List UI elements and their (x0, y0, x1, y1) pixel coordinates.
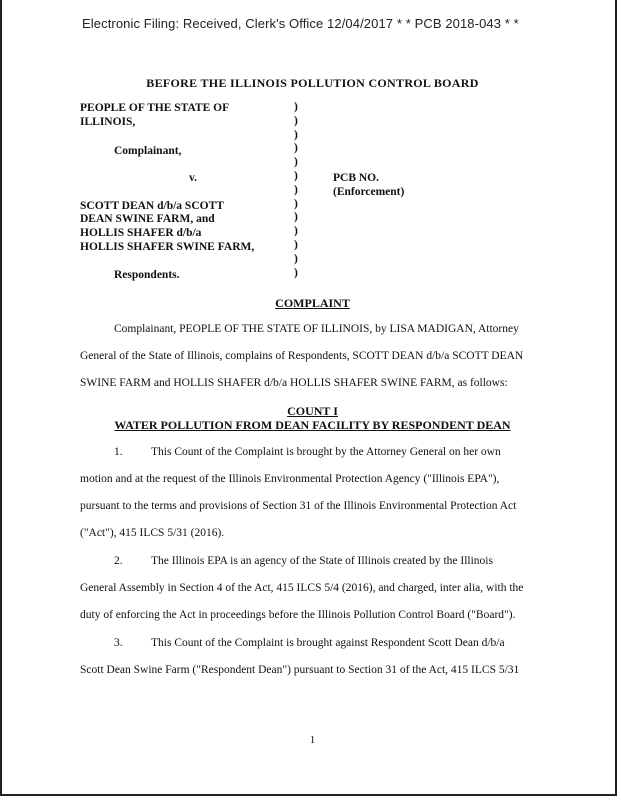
paren: ) (294, 128, 298, 141)
court-heading: BEFORE THE ILLINOIS POLLUTION CONTROL BOARD (146, 76, 479, 90)
respondent-name-line3: HOLLIS SHAFER d/b/a (80, 227, 202, 239)
versus: v. (189, 172, 197, 184)
para1-line-2: motion and at the request of the Illinois Environmental Protection Agency ("Illinois EPA"), (80, 473, 500, 485)
filing-stamp: Electronic Filing: Received, Clerk's Office 12/04/2017 * * PCB 2018-043 * * (82, 16, 519, 31)
respondent-name-line2: DEAN SWINE FARM, and (80, 213, 215, 225)
paren: ) (294, 169, 298, 182)
para1-line-4: ("Act"), 415 ILCS 5/31 (2016). (80, 527, 225, 539)
paren: ) (294, 238, 298, 251)
para3-number: 3. (114, 637, 123, 649)
complainant-role: Complainant, (114, 145, 182, 157)
para1-line-3: pursuant to the terms and provisions of Section 31 of the Illinois Environmental Protection Act (80, 500, 517, 512)
para1-number: 1. (114, 446, 123, 458)
paren: ) (294, 266, 298, 279)
paren: ) (294, 211, 298, 224)
respondent-role: Respondents. (114, 269, 180, 281)
respondent-name-line1: SCOTT DEAN d/b/a SCOTT (80, 200, 224, 212)
paren: ) (294, 156, 298, 169)
complainant-name-line1: PEOPLE OF THE STATE OF (80, 102, 230, 114)
paren: ) (294, 101, 298, 113)
pcb-number: PCB NO. (333, 172, 379, 184)
para2-line-2: General Assembly in Section 4 of the Act, 415 ILCS 5/4 (2016), and charged, inter alia, with the (80, 582, 524, 594)
para2-number: 2. (114, 555, 123, 567)
paren: ) (294, 225, 298, 238)
para2-line-1: The Illinois EPA is an agency of the State of Illinois created by the Illinois (151, 555, 493, 567)
count-subtitle: WATER POLLUTION FROM DEAN FACILITY BY RESPONDENT DEAN (114, 418, 511, 432)
para2-line-3: duty of enforcing the Act in proceedings before the Illinois Pollution Control Board ("Board"). (80, 609, 516, 621)
intro-line-2: General of the State of Illinois, complains of Respondents, SCOTT DEAN d/b/a SCOTT DEAN (80, 350, 524, 362)
para1-line-1: This Count of the Complaint is brought by the Attorney General on her own (151, 446, 501, 458)
page-number: 1 (309, 734, 316, 746)
enforcement-label: (Enforcement) (333, 186, 405, 198)
paren: ) (294, 252, 298, 265)
paren: ) (294, 114, 298, 127)
paren: ) (294, 197, 298, 210)
complaint-title: COMPLAINT (275, 296, 350, 310)
intro-line-1: Complainant, PEOPLE OF THE STATE OF ILLINOIS, by LISA MADIGAN, Attorney (114, 323, 519, 335)
respondent-name-line4: HOLLIS SHAFER SWINE FARM, (80, 241, 255, 253)
caption-parentheses (294, 101, 298, 280)
paren: ) (294, 183, 298, 196)
para3-line-2: Scott Dean Swine Farm ("Respondent Dean") pursuant to Section 31 of the Act, 415 ILCS 5/31 (80, 664, 520, 676)
paren: ) (294, 142, 298, 155)
count-title: COUNT I (287, 404, 338, 418)
para3-line-1: This Count of the Complaint is brought against Respondent Scott Dean d/b/a (151, 637, 505, 649)
complainant-name-line2: ILLINOIS, (80, 116, 136, 128)
intro-line-3: SWINE FARM and HOLLIS SHAFER d/b/a HOLLIS SHAFER SWINE FARM, as follows: (80, 377, 508, 389)
